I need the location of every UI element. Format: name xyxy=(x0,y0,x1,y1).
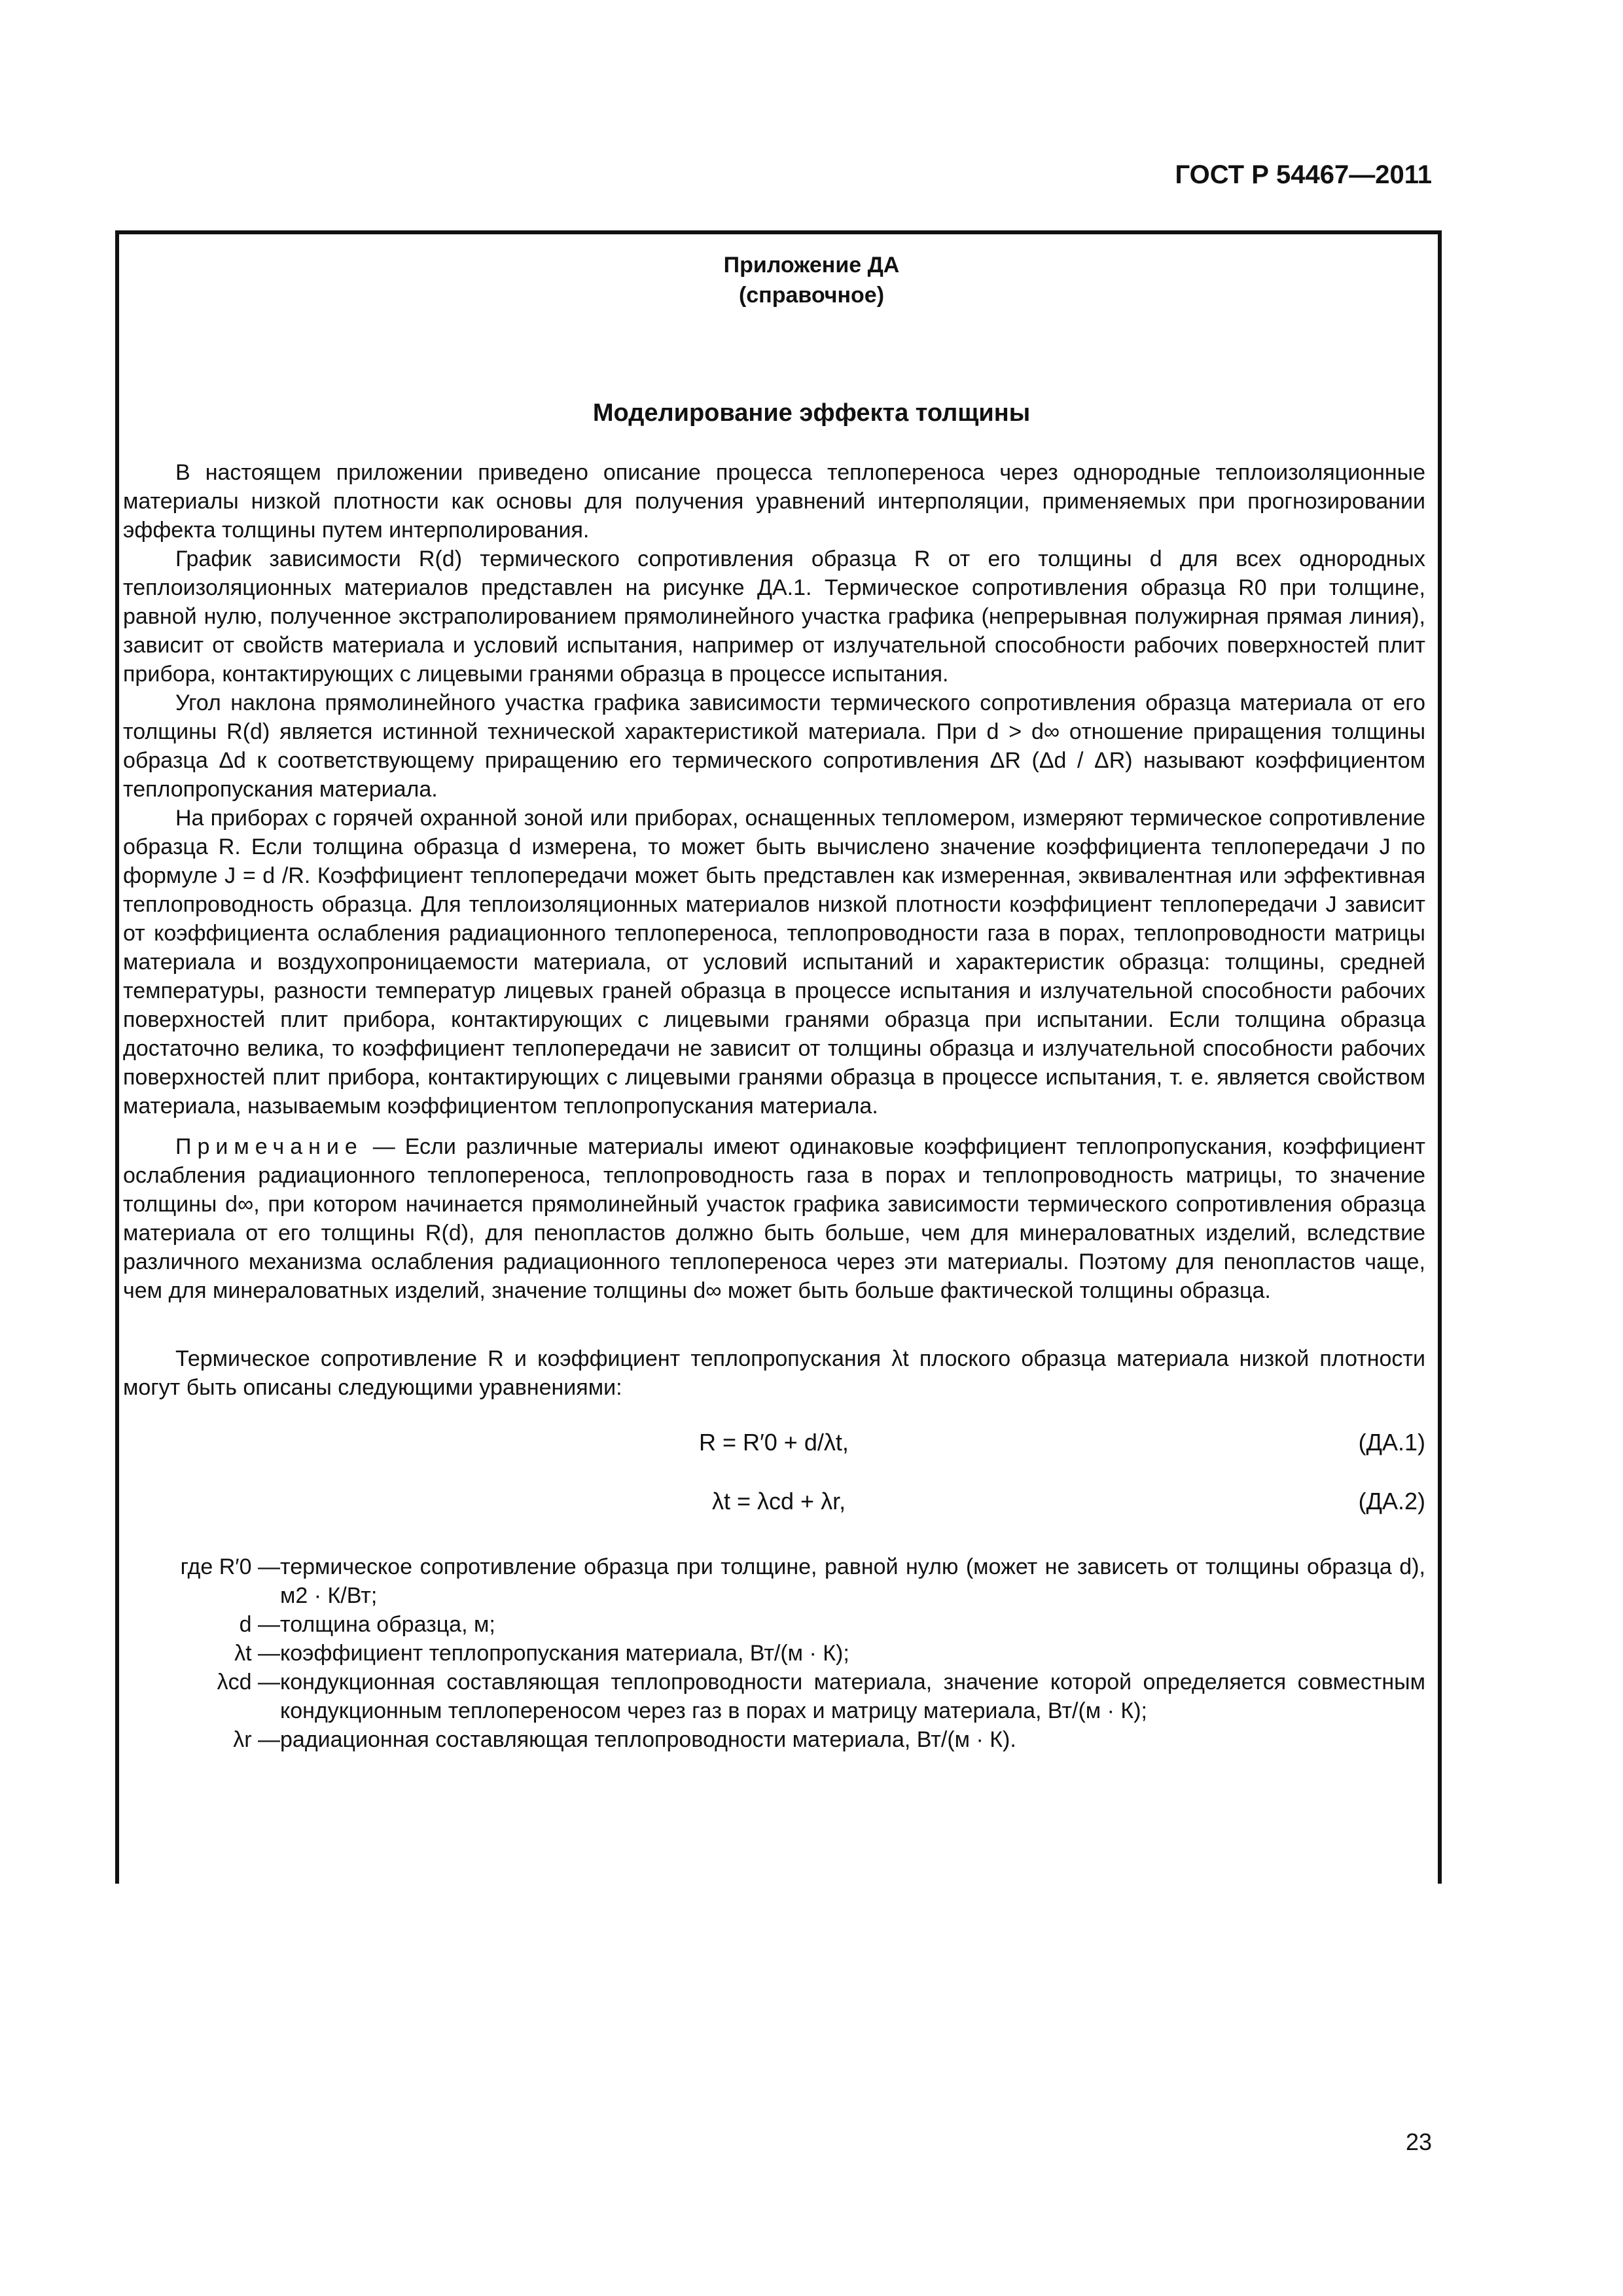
definition-item xyxy=(123,1639,1425,1668)
appendix-kind: (справочное) xyxy=(738,283,885,308)
definition-symbol: λt — xyxy=(234,1641,280,1666)
definition-symbol: λr — xyxy=(233,1727,280,1752)
definitions-list xyxy=(123,1552,1425,1754)
definition-text: термическое сопротивление образца при толщине, равной нулю (может не зависеть от толщины образца d), м2 · К/Вт; xyxy=(280,1554,1425,1608)
formula-expression: R = R′0 + d/λt, xyxy=(699,1429,849,1456)
definition-symbol: где R′0 — xyxy=(180,1554,280,1579)
formula-number: (ДА.1) xyxy=(1358,1429,1425,1456)
definition-item xyxy=(123,1610,1425,1639)
paragraph: Угол наклона прямолинейного участка графика зависимости термического сопротивления образца материала от его толщины R(d) является истинной технической характеристикой материала. При d > d∞ отношение приращения толщины образца Δd к соответствующему приращению его термического сопротивления ΔR (Δd / ΔR) называют коэффициентом теплопропускания материала. xyxy=(123,691,1425,802)
paragraph: На приборах с горячей охранной зоной или приборах, оснащенных тепломером, измеряют термическое сопротивление образца R. Если толщина образца d измерена, то может быть вычислено значение коэффициента теплопередачи J по формуле J = d /R. Коэффициент теплопередачи может быть представлен как измеренная, эквивалентная или эффективная теплопроводность образца. Для теплоизоляционных материалов низкой плотности коэффициент теплопередачи J зависит от коэффициента ослабления радиационного теплопереноса, теплопроводности газа в порах, теплопроводности матрицы материала и воздухопроницаемости материала, от условий испытаний и характеристик образца: толщины, средней температуры, разности температур лицевых граней образца в процессе испытания и излучательной способности рабочих поверхностей плит прибора, контактирующих с лицевыми гранями образца при испытании. Если толщина образца достаточно велика, то коэффициент теплопередачи не зависит от толщины образца и излучательной способности рабочих поверхностей плит прибора, контактирующих с лицевыми гранями образца в процессе испытания, т. е. является свойством материала, называемым коэффициентом теплопропускания материала. xyxy=(123,806,1425,1119)
note xyxy=(123,1132,1425,1305)
body-text xyxy=(123,458,1425,1754)
definition-item xyxy=(123,1552,1425,1610)
section-title: Моделирование эффекта толщины xyxy=(592,399,1031,427)
note-text: — Если различные материалы имеют одинаковые коэффициент теплопропускания, коэффициент ослабления радиационного теплопереноса, теплопроводность газа в порах и теплопроводность матрицы, то значение толщины d∞, при котором начинается прямолинейный участок графика зависимости термического сопротивления образца материала от его толщины R(d), для пенопластов должно быть больше, чем для минераловатных изделий, вследствие различного механизма ослабления радиационного теплопереноса через эти материалы. Поэтому для пенопластов чаще, чем для минераловатных изделий, значение толщины d∞ может быть больше фактической толщины образца. xyxy=(123,1134,1426,1303)
paragraph: График зависимости R(d) термического сопротивления образца R от его толщины d для всех однородных теплоизоляционных материалов представлен на рисунке ДА.1. Термическое сопротивления образца R0 при толщине, равной нулю, полученное экстраполированием прямолинейного участка графика (непрерывная полужирная прямая линия), зависит от свойств материала и условий испытания, например от излучательной способности рабочих поверхностей плит прибора, контактирующих с лицевыми гранями образца в процессе испытания. xyxy=(123,547,1425,687)
definition-text: коэффициент теплопропускания материала, Вт/(м · К); xyxy=(280,1641,849,1666)
definition-item xyxy=(123,1725,1425,1754)
note-label: Примечание xyxy=(175,1134,363,1159)
document-id: ГОСТ Р 54467—2011 xyxy=(1175,160,1432,189)
definition-text: радиационная составляющая теплопроводности материала, Вт/(м · К). xyxy=(280,1727,1016,1752)
formula-expression: λt = λcd + λr, xyxy=(712,1488,846,1515)
definition-text: толщина образца, м; xyxy=(280,1612,495,1637)
formula-intro: Термическое сопротивление R и коэффициент теплопропускания λt плоского образца материала низкой плотности могут быть описаны следующими уравнениями: xyxy=(123,1346,1425,1400)
definition-item xyxy=(123,1668,1425,1725)
formula-number: (ДА.2) xyxy=(1358,1488,1425,1515)
definition-symbol: λcd — xyxy=(217,1670,280,1695)
appendix-heading xyxy=(0,250,1623,310)
definition-symbol: d — xyxy=(239,1612,280,1637)
formula-da1 xyxy=(123,1428,1425,1469)
appendix-label: Приложение ДА xyxy=(723,253,900,278)
paragraph: В настоящем приложении приведено описание процесса теплопереноса через однородные теплоизоляционные материалы низкой плотности как основы для получения уравнений интерполяции, применяемых при прогнозировании эффекта толщины путем интерполирования. xyxy=(123,460,1425,543)
formula-da2 xyxy=(123,1487,1425,1528)
page-number: 23 xyxy=(1405,2128,1432,2155)
definition-text: кондукционная составляющая теплопроводности материала, значение которой определяется совместным кондукционным теплопереносом через газ в порах и матрицу материала, Вт/(м · К); xyxy=(280,1670,1425,1723)
